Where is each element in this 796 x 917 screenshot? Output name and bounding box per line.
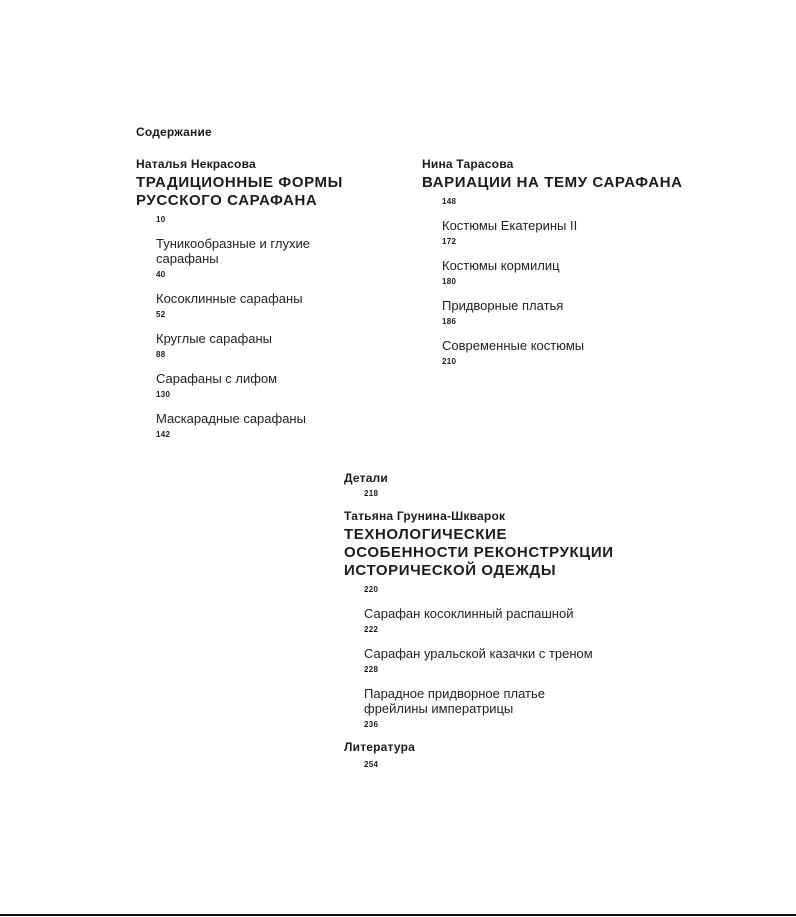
page-number: 172: [442, 237, 457, 246]
entry-title: Костюмы кормилиц: [442, 258, 560, 273]
section-title-line: ИСТОРИЧЕСКОЙ ОДЕЖДЫ: [344, 562, 557, 579]
section-title-line: ТРАДИЦИОННЫЕ ФОРМЫ: [136, 174, 343, 191]
entry-title-line: Туникообразные и глухие: [156, 236, 310, 251]
entry-title: Костюмы Екатерины II: [442, 218, 578, 233]
toc-entry: [156, 331, 396, 360]
toc-entry: [156, 291, 396, 320]
section-traditional-forms: [136, 157, 396, 440]
details-heading: Детали: [344, 471, 388, 485]
section-title-line: ОСОБЕННОСТИ РЕКОНСТРУКЦИИ: [344, 544, 614, 561]
page-number: 88: [156, 350, 166, 359]
page-number: 130: [156, 390, 171, 399]
entry-title-line: сарафаны: [156, 251, 219, 266]
page-number: 228: [364, 665, 379, 674]
entry-title: Сарафан уральской казачки с треном: [364, 646, 593, 661]
page-number: 218: [364, 489, 379, 498]
toc-entry: [364, 606, 684, 635]
page-number: 236: [364, 720, 379, 729]
section-author: Татьяна Грунина-Шкварок: [344, 509, 506, 523]
page-number: 254: [364, 760, 379, 769]
entry-title: Сарафан косоклинный распашной: [364, 606, 574, 621]
page-number: 10: [156, 215, 166, 224]
literature-heading: Литература: [344, 740, 416, 754]
page-number: 186: [442, 317, 457, 326]
section-author: Наталья Некрасова: [136, 157, 256, 171]
entry-title-line: фрейлины императрицы: [364, 701, 514, 716]
section-title-line: ТЕХНОЛОГИЧЕСКИЕ: [344, 526, 508, 543]
page-number: 40: [156, 270, 166, 279]
section-title-line: РУССКОГО САРАФАНА: [136, 192, 318, 209]
entry-title: Косоклинные сарафаны: [156, 291, 303, 306]
toc-entry: [442, 298, 722, 327]
toc-entry: [364, 686, 684, 730]
toc-entry: [442, 218, 722, 247]
page-bottom-rule: [0, 914, 796, 916]
entry-title: Современные костюмы: [442, 338, 585, 353]
toc-entry: [442, 338, 722, 367]
section-title: [136, 174, 396, 210]
entry-title: Маскарадные сарафаны: [156, 411, 306, 426]
page-number: 210: [442, 357, 457, 366]
toc-entry: [156, 371, 396, 400]
page-number: 52: [156, 310, 166, 319]
page-number: 220: [364, 585, 379, 594]
section-author: Нина Тарасова: [422, 157, 514, 171]
page-number: 142: [156, 430, 171, 439]
page-number: 148: [442, 197, 457, 206]
entry-title: Круглые сарафаны: [156, 331, 273, 346]
page-number: 180: [442, 277, 457, 286]
entry-title: Сарафаны с лифом: [156, 371, 278, 386]
entry-title: Придворные платья: [442, 298, 564, 313]
entry-title-line: Парадное придворное платье: [364, 686, 545, 701]
entry-title: [364, 686, 684, 716]
page-title: Содержание: [136, 125, 212, 139]
toc-entry: [156, 411, 396, 440]
toc-entry: [156, 236, 396, 280]
toc-entry: [442, 258, 722, 287]
entry-title: [156, 236, 396, 266]
section-sarafan-variations: [422, 157, 722, 367]
page-number: 222: [364, 625, 379, 634]
section-title: ВАРИАЦИИ НА ТЕМУ САРАФАНА: [422, 174, 683, 191]
toc-entry: [364, 646, 684, 675]
section-title: [344, 526, 684, 580]
section-reconstruction: [344, 471, 684, 770]
